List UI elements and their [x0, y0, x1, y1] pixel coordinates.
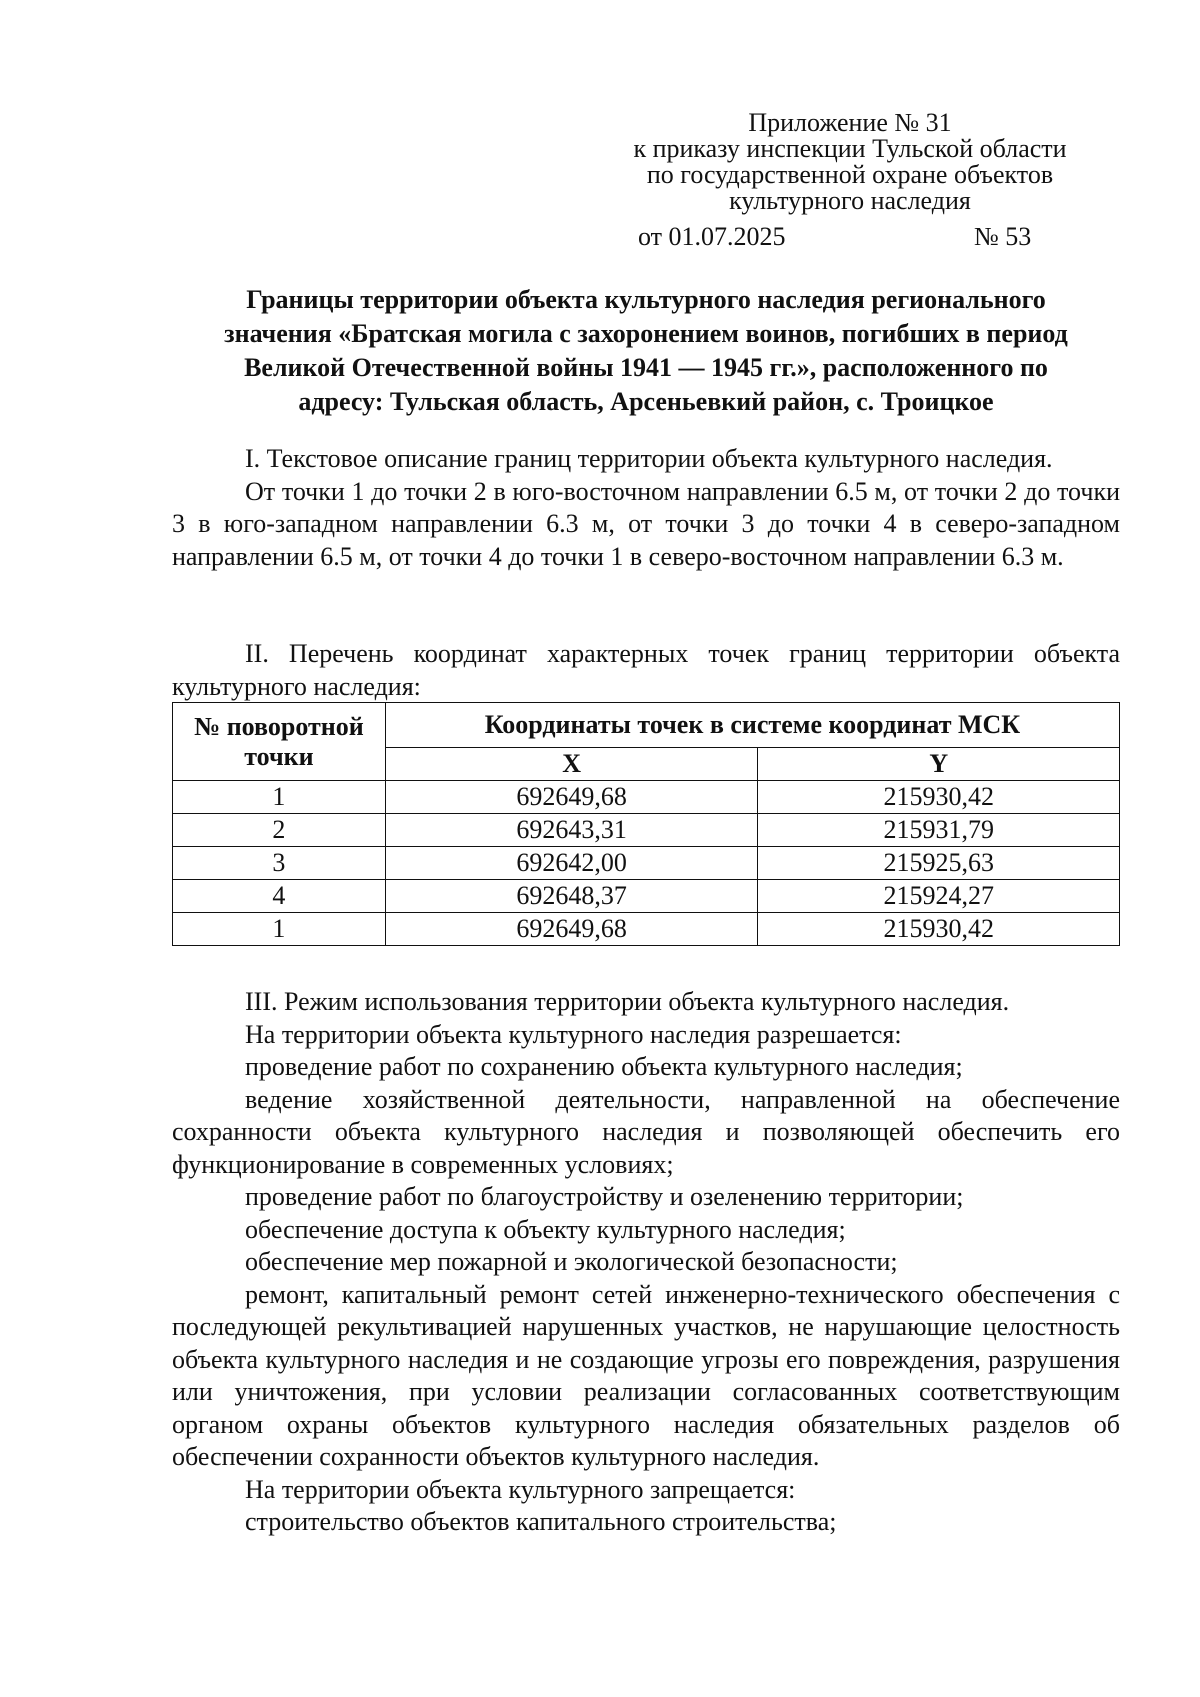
allowed-item: проведение работ по сохранению объекта культурного наследия; — [245, 1052, 963, 1081]
table-row — [173, 814, 1120, 847]
section-1-text: От точки 1 до точки 2 в юго-восточном направлении 6.5 м, от точки 2 до точки 3 в юго-западном направлении 6.3 м, от точки 3 до точки 4 в северо-западном направлении 6.5 м, от точки 4 до точки 1 в северо-восточном направлении 6.3 м. — [172, 476, 1120, 571]
table-cell-point: 2 — [173, 814, 386, 847]
table-cell-point: 1 — [173, 781, 386, 814]
table-cell-y: 215930,42 — [758, 781, 1120, 814]
appendix-title: Приложение № 31 — [748, 108, 952, 137]
order-number: № 53 — [974, 222, 1032, 251]
order-date: от 01.07.2025 — [638, 222, 786, 251]
title-line: адресу: Тульская область, Арсеньевкий район, с. Троицкое — [298, 387, 994, 416]
table-cell-point: 1 — [173, 913, 386, 946]
table-cell-y: 215931,79 — [758, 814, 1120, 847]
allowed-item: обеспечение мер пожарной и экологической безопасности; — [245, 1247, 898, 1276]
forbidden-item: строительство объектов капитального строительства; — [245, 1507, 837, 1536]
table-cell-x: 692649,68 — [385, 913, 758, 946]
table-header-coords: Координаты точек в системе координат МСК — [385, 703, 1119, 748]
table-header-point: № поворотной точки — [173, 703, 386, 781]
section-2 — [172, 638, 1120, 703]
appendix-org-line: по государственной охране объектов — [646, 160, 1054, 189]
allowed-item: ведение хозяйственной деятельности, направленной на обеспечение сохранности объекта культурного наследия и позволяющей обеспечить его функционирование в современных условиях; — [172, 1084, 1120, 1179]
table-row — [173, 781, 1120, 814]
title-line: Великой Отечественной войны 1941 — 1945 гг.», расположенного по — [244, 353, 1048, 382]
table-cell-x: 692648,37 — [385, 880, 758, 913]
table-cell-point: 4 — [173, 880, 386, 913]
table-row — [173, 847, 1120, 880]
section-3-heading: III. Режим использования территории объекта культурного наследия. — [245, 987, 1010, 1016]
coordinates-table — [172, 702, 1120, 946]
section-1-heading: I. Текстовое описание границ территории объекта культурного наследия. — [245, 444, 1053, 473]
table-cell-y: 215930,42 — [758, 913, 1120, 946]
table-cell-point: 3 — [173, 847, 386, 880]
allowed-item: обеспечение доступа к объекту культурного наследия; — [245, 1214, 846, 1244]
table-cell-x: 692649,68 — [385, 781, 758, 814]
section-2-heading: II. Перечень координат характерных точек границ территории объекта культурного наследия: — [172, 639, 1120, 701]
title-line: значения «Братская могила с захоронением воинов, погибших в период — [224, 319, 1068, 348]
allowed-item: ремонт, капитальный ремонт сетей инженерно-технического обеспечения с последующей рекультивацией нарушенных участков, не нарушающие целостность объекта культурного наследия и не создающие угрозы его повреждения, разрушения или уничтожения, при условии реализации согласованных соответствующим органом охраны объектов культурного наследия обязательных разделов об обеспечении сохранности объектов культурного наследия. — [172, 1279, 1120, 1471]
table-header-x: X — [385, 748, 758, 781]
appendix-order-line: к приказу инспекции Тульской области — [633, 134, 1067, 163]
table-row — [173, 913, 1120, 946]
allowed-intro: На территории объекта культурного наследия разрешается: — [245, 1019, 902, 1049]
table-header-y: Y — [758, 748, 1120, 781]
document-title — [172, 283, 1120, 419]
appendix-header — [600, 110, 1100, 254]
section-1 — [172, 443, 1120, 573]
title-line: Границы территории объекта культурного наследия регионального — [246, 285, 1046, 314]
table-cell-y: 215925,63 — [758, 847, 1120, 880]
section-3 — [172, 986, 1120, 1539]
allowed-item: проведение работ по благоустройству и озеленению территории; — [245, 1182, 964, 1211]
table-cell-y: 215924,27 — [758, 880, 1120, 913]
table-cell-x: 692642,00 — [385, 847, 758, 880]
forbidden-intro: На территории объекта культурного запрещается: — [245, 1474, 796, 1504]
table-cell-x: 692643,31 — [385, 814, 758, 847]
appendix-date-line — [600, 224, 1100, 254]
appendix-org-line-2: культурного наследия — [729, 186, 971, 215]
table-row — [173, 880, 1120, 913]
